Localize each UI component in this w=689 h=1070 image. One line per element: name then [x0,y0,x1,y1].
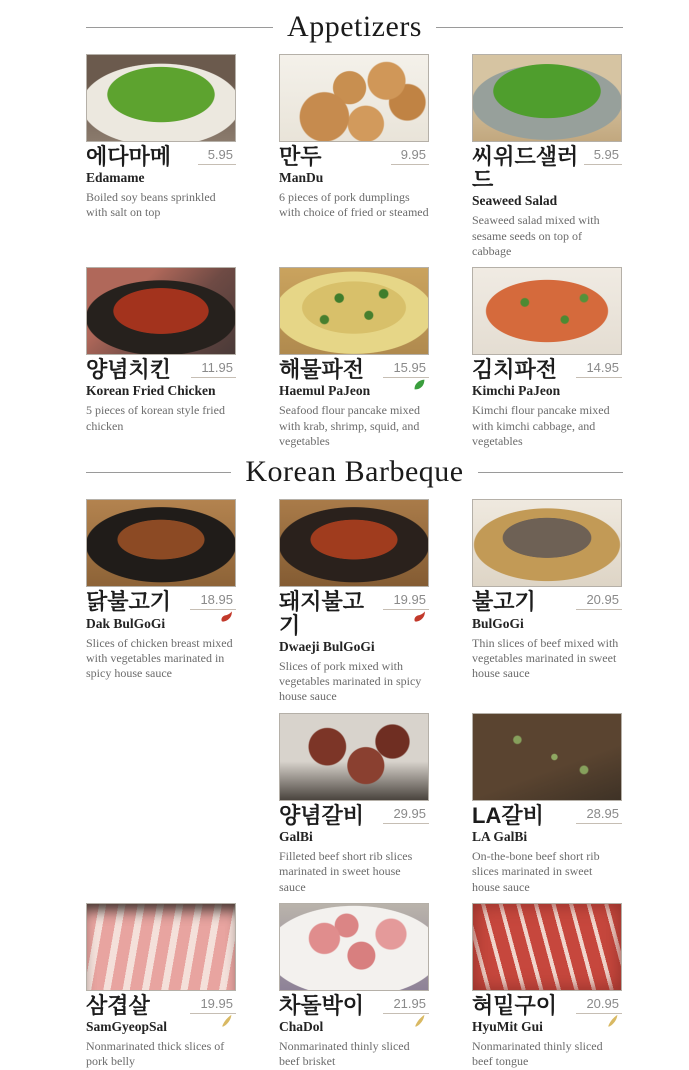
dish-name-row [279,994,429,1017]
divider-line [478,472,623,473]
red-pepper-icon [413,610,426,623]
dish-photo [472,903,622,991]
divider-line [436,27,623,28]
dish-english-name: Haemul PaJeon [279,383,371,399]
dish-english-name: BulGoGi [472,615,524,631]
dish-price-wrap [383,804,429,824]
dish-description: Seaweed salad mixed with sesame seeds on top of cabbage [472,213,600,258]
dish-photo [279,499,429,587]
menu-item-card [279,499,429,704]
dish-name-row [279,358,429,381]
menu-item-card [86,267,236,449]
dish-price: 5.95 [584,145,622,165]
dish-english-name: HyuMit Gui [472,1018,543,1034]
dish-korean-name: 양념치킨 [86,357,172,383]
dish-name-row [279,590,429,636]
dish-description: Filleted beef short rib slices marinated in sweet house sauce [279,848,413,894]
dish-name-row [472,145,622,191]
menu-content [86,10,623,1070]
dish-english-name: Dwaeji BulGoGi [279,638,375,654]
dish-photo [472,267,622,355]
dish-price-wrap [383,590,429,610]
menu-item-card [279,54,429,259]
dish-korean-name: LA갈비 [472,802,544,828]
section-header [86,10,623,44]
dish-korean-name: 불고기 [472,589,536,615]
dish-price: 19.95 [190,994,236,1014]
dish-price-wrap [576,804,622,824]
menu-item-card [279,713,429,895]
menu-section [86,10,623,449]
dish-korean-name: 돼지불고기 [279,589,365,638]
dish-price-wrap [190,994,236,1014]
dish-name-row [86,145,236,168]
dish-korean-name: 해물파전 [279,357,365,383]
menu-item-card [86,903,236,1070]
dish-description: Slices of chicken breast mixed with vegetables marinated in spicy house sauce [86,635,233,681]
dish-english-name: ChaDol [279,1018,324,1034]
dish-photo [472,713,622,801]
dish-korean-name: 혀밑구이 [472,992,558,1018]
dish-price: 28.95 [576,804,622,824]
dish-photo [279,713,429,801]
green-leaf-icon [413,378,426,391]
dish-description: Nonmarinated thick slices of pork belly [86,1038,225,1069]
dish-photo [86,267,236,355]
section-grid [86,499,623,1069]
dish-korean-name: 삼겹살 [86,992,150,1018]
dish-name-row [472,804,622,827]
dish-price: 29.95 [383,804,429,824]
dish-photo [86,903,236,991]
dish-price-wrap [383,994,429,1014]
dish-photo [279,267,429,355]
dish-price-wrap [576,358,622,378]
section-grid [86,54,623,449]
dish-name-row [472,994,622,1017]
menu-item-card [86,54,236,259]
dish-price: 15.95 [383,358,429,378]
dish-description: Thin slices of beef mixed with vegetables marinated in sweet house sauce [472,635,619,681]
menu-section [86,455,623,1069]
dish-price-wrap [191,358,236,378]
dish-english-name: Edamame [86,170,145,186]
dish-price-wrap [576,994,622,1014]
dish-description: 5 pieces of korean style fried chicken [86,403,225,433]
dish-price-wrap [198,145,236,165]
dish-english-name: GalBi [279,828,313,844]
section-title: Korean Barbeque [245,455,464,489]
dish-name-row [86,358,236,381]
dish-english-name: Seaweed Salad [472,193,558,209]
dish-price: 20.95 [576,590,622,610]
menu-item-card [86,499,236,704]
dish-photo [472,54,622,142]
section-title: Appetizers [287,10,422,43]
dish-price-wrap [383,358,429,378]
red-pepper-icon [220,610,233,623]
menu-item-card [279,267,429,449]
dish-description: Nonmarinated thinly sliced beef brisket [279,1038,410,1069]
dish-price-wrap [190,590,236,610]
divider-line [86,27,273,28]
menu-item-card [279,903,429,1070]
dish-name-row [472,358,622,381]
wheat-icon [220,1014,233,1027]
dish-description: On-the-bone beef short rib slices marinated in sweet house sauce [472,848,600,894]
dish-photo [279,54,429,142]
dish-name-row [279,804,429,827]
dish-korean-name: 씨위드샐러드 [472,144,579,193]
dish-price: 14.95 [576,358,622,378]
wheat-icon [413,1014,426,1027]
dish-description: Seafood flour pancake mixed with krab, shrimp, squid, and vegetables [279,403,420,449]
dish-name-row [279,145,429,168]
dish-name-row [472,590,622,613]
dish-photo [86,499,236,587]
wheat-icon [606,1014,619,1027]
dish-english-name: LA GalBi [472,828,528,844]
dish-price-wrap [576,590,622,610]
dish-korean-name: 에다마메 [86,144,172,169]
dish-english-name: Kimchi PaJeon [472,383,561,399]
menu-item-card [472,903,622,1070]
divider-line [86,472,231,473]
menu-item-card [472,54,622,259]
dish-price: 18.95 [190,590,236,610]
dish-english-name: Korean Fried Chicken [86,383,216,399]
dish-korean-name: 김치파전 [472,357,558,383]
dish-price: 5.95 [198,145,236,165]
dish-photo [279,903,429,991]
dish-price: 11.95 [191,358,236,378]
dish-korean-name: 만두 [279,144,322,169]
dish-english-name: ManDu [279,170,324,186]
menu-item-card [472,713,622,895]
dish-english-name: Dak BulGoGi [86,615,166,631]
dish-price-wrap [391,145,429,165]
dish-korean-name: 닭불고기 [86,589,172,615]
dish-description: 6 pieces of pork dumplings with choice of fried or steamed [279,190,429,220]
menu-item-card [472,499,622,704]
dish-description: Slices of pork mixed with vegetables marinated in spicy house sauce [279,658,422,704]
dish-description: Nonmarinated thinly sliced beef tongue [472,1038,603,1069]
section-header [86,455,623,489]
dish-english-name: SamGyeopSal [86,1018,168,1034]
dish-name-row [86,590,236,613]
dish-photo [472,499,622,587]
dish-price: 21.95 [383,994,429,1014]
dish-name-row [86,994,236,1017]
dish-photo [86,54,236,142]
dish-price: 20.95 [576,994,622,1014]
dish-korean-name: 양념갈비 [279,802,365,828]
dish-price: 9.95 [391,145,429,165]
dish-description: Kimchi flour pancake mixed with kimchi cabbage, and vegetables [472,403,610,449]
menu-item-card [472,267,622,449]
dish-price-wrap [584,145,622,165]
dish-korean-name: 차돌박이 [279,992,365,1018]
dish-price: 19.95 [383,590,429,610]
dish-description: Boiled soy beans sprinkled with salt on top [86,190,216,220]
